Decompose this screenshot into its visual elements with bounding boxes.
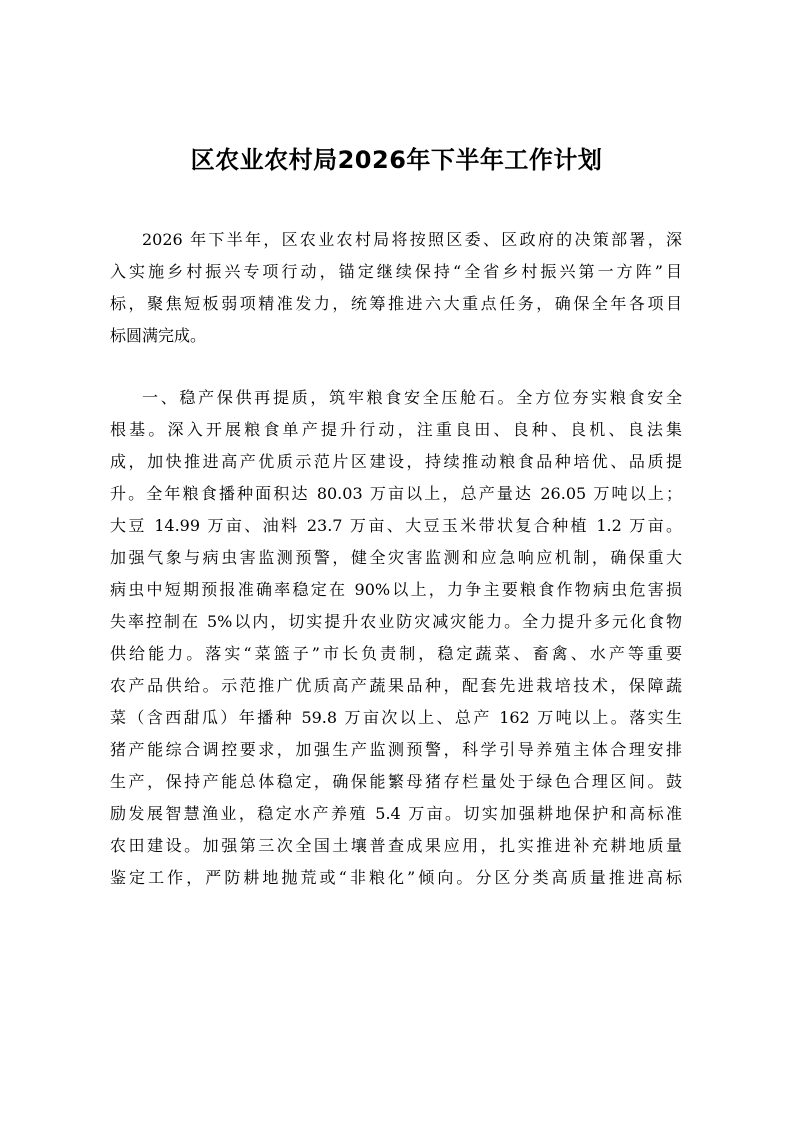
text-line: 鉴定工作，严防耕地抛荒或“非粮化”倾向。分区分类高质量推进高标 [110, 868, 682, 887]
text-line: 根基。深入开展粮食单产提升行动，注重良田、良种、良机、良法集 [110, 420, 682, 439]
text-line: 大豆 14.99 万亩、油料 23.7 万亩、大豆玉米带状复合种植 1.2 万亩。 [110, 516, 682, 535]
text-line: 入实施乡村振兴专项行动，锚定继续保持“全省乡村振兴第一方阵”目 [110, 262, 682, 281]
text-line: 农田建设。加强第三次全国土壤普查成果应用，扎实推进补充耕地质量 [110, 836, 682, 855]
paragraph-intro [110, 224, 682, 352]
text-line: 2026 年下半年，区农业农村局将按照区委、区政府的决策部署，深 [142, 230, 682, 249]
text-line: 病虫中短期预报准确率稳定在 90%以上，力争主要粮食作物病虫危害损 [110, 580, 682, 599]
text-line: 标，聚焦短板弱项精准发力，统筹推进六大重点任务，确保全年各项目 [110, 294, 682, 313]
text-line: 标圆满完成。 [110, 326, 207, 345]
text-line: 一、稳产保供再提质，筑牢粮食安全压舱石。全方位夯实粮食安全 [142, 388, 682, 407]
text-line: 成，加快推进高产优质示范片区建设，持续推动粮食品种培优、品质提 [110, 452, 682, 471]
text-line: 农产品供给。示范推广优质高产蔬果品种，配套先进栽培技术，保障蔬 [110, 676, 682, 695]
text-line: 升。全年粮食播种面积达 80.03 万亩以上，总产量达 26.05 万吨以上； [110, 484, 682, 503]
document-title: 区农业农村局2026年下半年工作计划 [190, 146, 603, 174]
paragraph-section-one [110, 382, 682, 894]
text-line: 生产，保持产能总体稳定，确保能繁母猪存栏量处于绿色合理区间。鼓 [110, 772, 682, 791]
text-line: 猪产能综合调控要求，加强生产监测预警，科学引导养殖主体合理安排 [110, 740, 682, 759]
text-line: 菜（含西甜瓜）年播种 59.8 万亩次以上、总产 162 万吨以上。落实生 [110, 708, 682, 727]
text-line: 供给能力。落实“菜篮子”市长负责制，稳定蔬菜、畜禽、水产等重要 [110, 644, 682, 663]
text-line: 失率控制在 5%以内，切实提升农业防灾减灾能力。全力提升多元化食物 [110, 612, 682, 631]
text-line: 加强气象与病虫害监测预警，健全灾害监测和应急响应机制，确保重大 [110, 548, 682, 567]
text-line: 励发展智慧渔业，稳定水产养殖 5.4 万亩。切实加强耕地保护和高标准 [110, 804, 682, 823]
